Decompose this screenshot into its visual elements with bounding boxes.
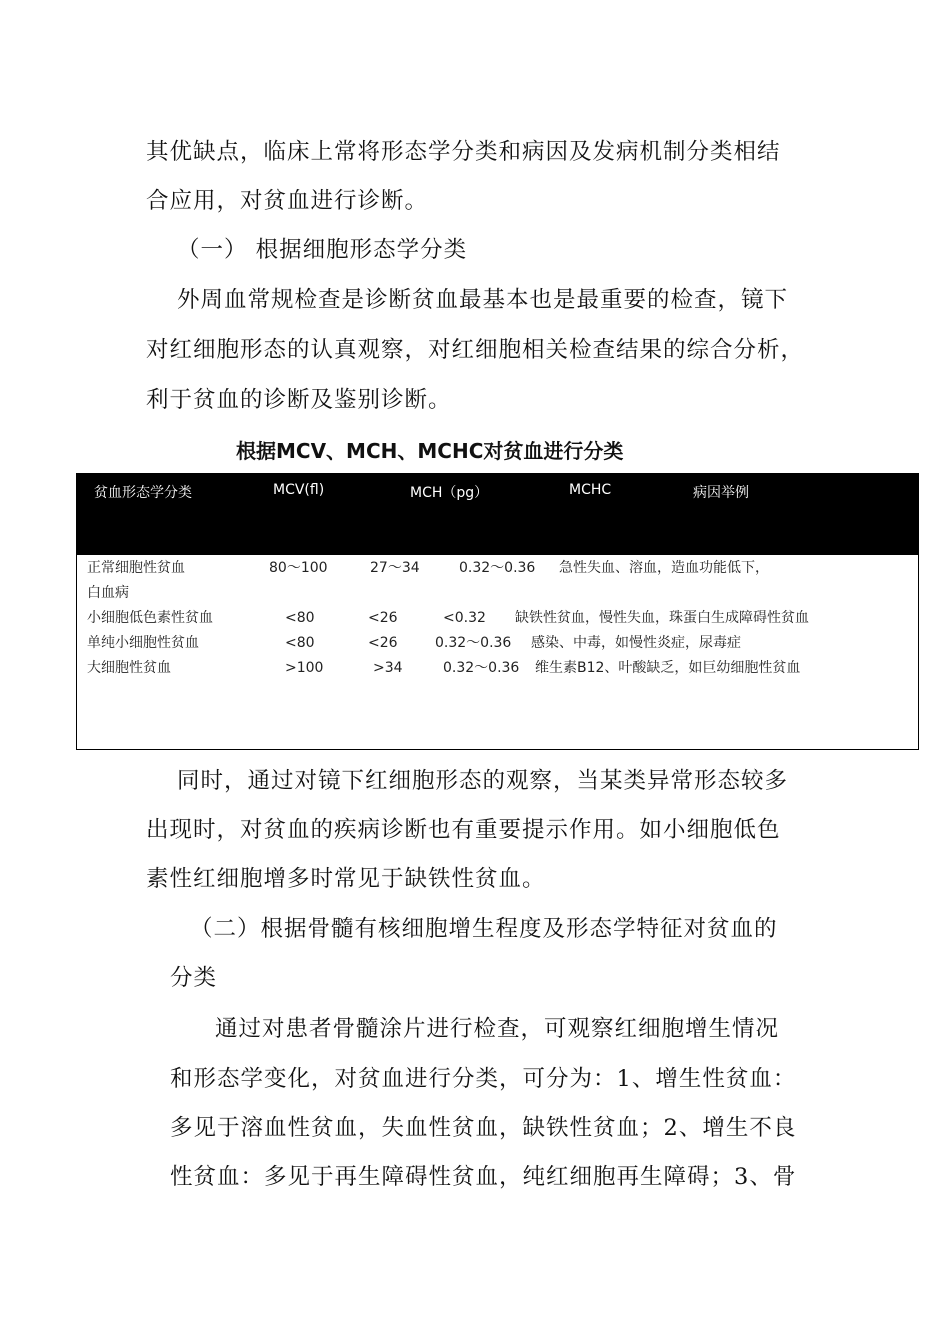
table-cell-type: 大细胞性贫血 xyxy=(87,660,171,676)
table-cell-mchc: 0.32～0.36 xyxy=(435,635,512,651)
paragraph-line: 通过对患者骨髓涂片进行检查，可观察红细胞增生情况 xyxy=(215,1016,780,1042)
paragraph-line: 利于贫血的诊断及鉴别诊断。 xyxy=(146,387,452,413)
anemia-classification-table xyxy=(76,473,919,750)
table-caption: 根据MCV、MCH、MCHC对贫血进行分类 xyxy=(236,439,624,463)
table-cell-type: 正常细胞性贫血 xyxy=(87,560,185,576)
table-cell-mcv: <80 xyxy=(285,610,315,626)
paragraph-line: 多见于溶血性贫血，失血性贫血，缺铁性贫血；2、增生不良 xyxy=(170,1115,797,1141)
table-cell-mcv: >100 xyxy=(285,660,324,676)
table-header xyxy=(77,474,918,555)
header-cell-mchc: MCHC xyxy=(569,482,612,498)
section-heading: （一） 根据细胞形态学分类 xyxy=(177,237,468,263)
table-cell-mch: <26 xyxy=(368,635,398,651)
table-cell-cause: 缺铁性贫血，慢性失血，珠蛋白生成障碍性贫血 xyxy=(515,610,809,626)
paragraph-line: 同时，通过对镜下红细胞形态的观察，当某类异常形态较多 xyxy=(177,768,789,794)
section-heading: 分类 xyxy=(170,965,218,991)
paragraph-line: 性贫血：多见于再生障碍性贫血，纯红细胞再生障碍；3、骨 xyxy=(170,1164,797,1190)
paragraph-line: 和形态学变化，对贫血进行分类，可分为：1、增生性贫血： xyxy=(170,1066,797,1092)
table-cell-mch: <26 xyxy=(368,610,398,626)
header-cell-mcv: MCV(fl) xyxy=(273,482,325,498)
table-cell-cause: 感染、中毒，如慢性炎症，尿毒症 xyxy=(531,635,741,651)
table-cell-type: 单纯小细胞性贫血 xyxy=(87,635,199,651)
table-cell-mch: 27～34 xyxy=(370,560,420,576)
header-cell-mch: MCH（pg） xyxy=(410,485,489,501)
header-cell-cause: 病因举例 xyxy=(693,485,749,501)
header-cell-type: 贫血形态学分类 xyxy=(94,485,192,501)
table-cell-mchc: 0.32～0.36 xyxy=(443,660,520,676)
table-cell-cause: 急性失血、溶血，造血功能低下， xyxy=(559,560,769,576)
table-cell-mcv: 80～100 xyxy=(269,560,328,576)
table-cell-type: 小细胞低色素性贫血 xyxy=(87,610,213,626)
table-cell-cause: 维生素B12、叶酸缺乏，如巨幼细胞性贫血 xyxy=(535,660,801,676)
paragraph-line: 素性红细胞增多时常见于缺铁性贫血。 xyxy=(146,866,546,892)
paragraph-line: 其优缺点，临床上常将形态学分类和病因及发病机制分类相结 xyxy=(146,139,781,165)
paragraph-line: 外周血常规检查是诊断贫血最基本也是最重要的检查，镜下 xyxy=(177,287,789,313)
paragraph-line: 对红细胞形态的认真观察，对红细胞相关检查结果的综合分析， xyxy=(146,337,805,363)
section-heading: （二）根据骨髓有核细胞增生程度及形态学特征对贫血的 xyxy=(190,916,778,942)
paragraph-line: 出现时，对贫血的疾病诊断也有重要提示作用。如小细胞低色 xyxy=(146,817,781,843)
table-cell-mchc: <0.32 xyxy=(443,610,486,626)
table-cell-mchc: 0.32～0.36 xyxy=(459,560,536,576)
paragraph-line: 合应用，对贫血进行诊断。 xyxy=(146,188,429,214)
table-cell-mcv: <80 xyxy=(285,635,315,651)
table-cell-mch: >34 xyxy=(373,660,403,676)
table-cell-cause-continued: 白血病 xyxy=(87,585,129,601)
